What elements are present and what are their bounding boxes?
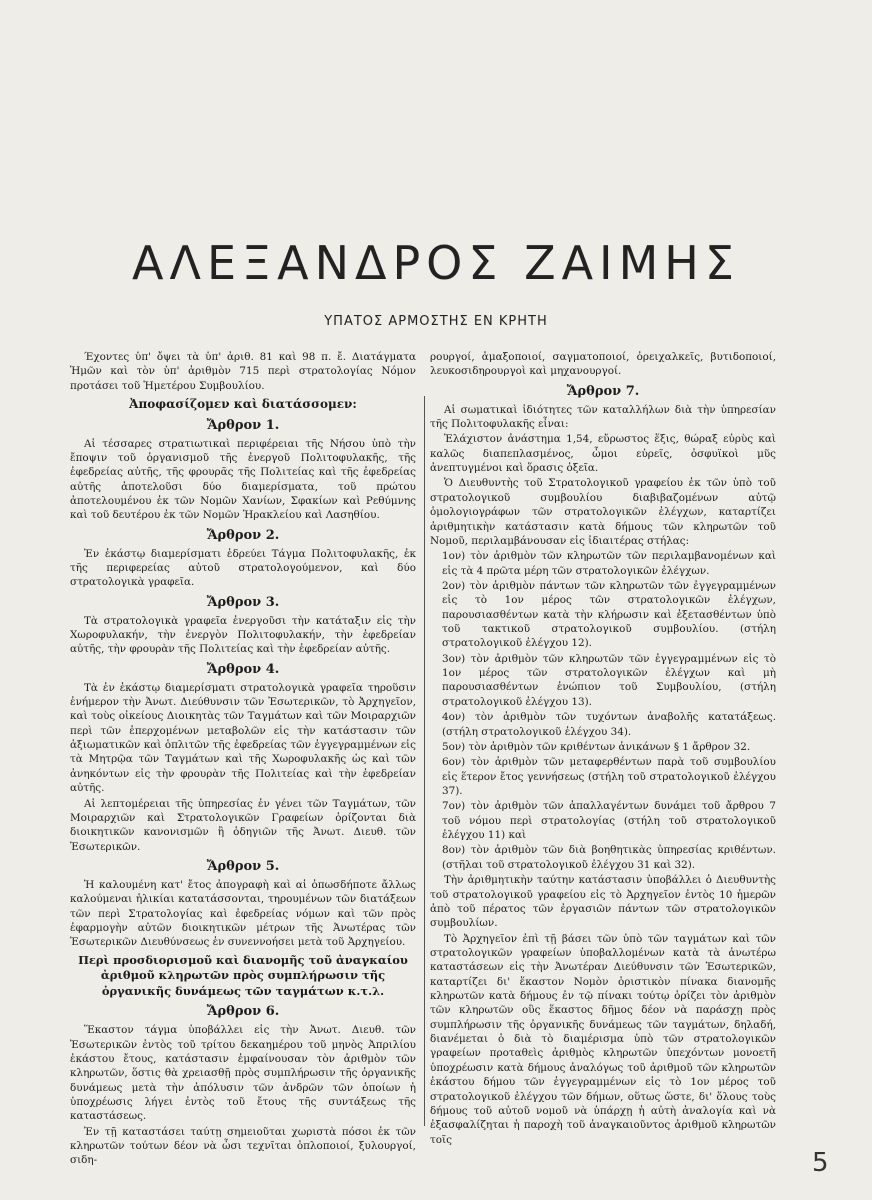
article-7-title: Ἄρθρον 7. (566, 383, 640, 399)
right-column (430, 350, 776, 1146)
decree-title: ΑΛΕΞΑΝΔΡΟΣ ΖΑΙΜΗΣ (132, 236, 740, 290)
decree-subtitle: ΥΠΑΤΟΣ ΑΡΜΟΣΤΗΣ ΕΝ ΚΡΗΤΗ (324, 314, 548, 329)
article-6-title: Ἄρθρον 6. (206, 1004, 280, 1020)
article-4-text-1: Τὰ ἐν ἑκάστῳ διαμερίσματι στρατολογικὰ γραφεῖα τηροῦσιν ἐνήμερον τὴν Ἀνωτ. Διεύθυνσιν τῶν Ἐσωτερικῶν, τὸ Ἀρχηγεῖον, καὶ τοὺς οἰκείους Διοικητὰς τῶν Ταγμάτων καὶ τῶν Μοιραρχιῶν περὶ τῶν ἐπερχομένων μεταβολῶν εἰς τὴν κατάστασιν τῶν ἀξιωματικῶν καὶ ὁπλιτῶν τῆς ἐφεδρείας τῶν ἐγγεγραμμένων εἰς τὰ Μητρῷα τῶν Ταγμάτων καὶ τῆς Χωροφυλακῆς ὡς καὶ τῶν ἀνηκόντων εἰς τὴν φρουρὰν τῆς Πολιτείας καὶ τὴν ἐφεδρείαν αὐτῆς. (70, 681, 416, 795)
article-1-text: Αἱ τέσσαρες στρατιωτικαὶ περιφέρειαι τῆς Νήσου ὑπὸ τὴν ἔποψιν τοῦ ὀργανισμοῦ τῆς ἐνεργοῦ Πολιτοφυλακῆς, τῆς ἐφεδρείας αὐτῆς, τῆς φρουρᾶς τῆς Πολιτείας καὶ τῆς ἐφεδρείας αὐτῆς ἀποτελοῦσι δύο διαμερίσματα, τοῦ πρώτου ἀποτελουμένου ἐκ τῶν Νομῶν Χανίων, Σφακίων καὶ Ρεθύμνης καὶ τοῦ δευτέρου ἐκ τῶν Νομῶν Ἡρακλείου καὶ Λασηθίου. (70, 437, 416, 522)
decision-heading: Ἀποφασίζομεν καὶ διατάσσομεν: (129, 397, 357, 412)
article-7-item-6: 6ον) τὸν ἀριθμὸν τῶν μεταφερθέντων παρὰ τοῦ συμβουλίου εἰς ἕτερον ἔτος γεννήσεως (στήλη τοῦ στρατολογικοῦ ἐλέγχου 37). (442, 756, 776, 797)
article-2-text: Ἐν ἑκάστῳ διαμερίσματι ἑδρεύει Τάγμα Πολιτοφυλακῆς, ἐκ τῆς περιφερείας αὐτοῦ στρατολογούμενον, καὶ δύο στρατολογικὰ γραφεῖα. (70, 547, 416, 589)
article-1-title: Ἄρθρον 1. (206, 417, 280, 433)
article-7-item-5: 5ον) τὸν ἀριθμὸν τῶν κριθέντων ἀνικάνων § 1 ἄρθρον 32. (442, 740, 751, 753)
article-7-item-8: 8ον) τὸν ἀριθμὸν τῶν διὰ βοηθητικὰς ὑπηρεσίας κριθέντων. (στῆλαι τοῦ στρατολογικοῦ ἐλέγχου 31 καὶ 32). (442, 844, 776, 871)
column-divider (424, 396, 425, 1126)
article-3-title: Ἄρθρον 3. (206, 594, 280, 610)
article-5-text: Ἡ καλουμένη κατ' ἔτος ἀπογραφὴ καὶ αἱ ὁπωσδήποτε ἄλλως καλούμεναι ἡλικίαι κατατάσσονται, τηρουμένων τῶν διατάξεων τῶν περὶ Στρατολογίας καὶ ἐφεδρείας νόμων καὶ τῶν πρὸς ἐφαρμογὴν αὐτῶν διοικητικῶν μέτρων τῆς Ἀνωτέρας τῶν Ἐσωτερικῶν Διευθύνσεως ἐν συνεννοήσει μετὰ τοῦ Ἀρχηγείου. (70, 878, 416, 949)
article-7-item-1: 1ον) τὸν ἀριθμὸν τῶν κληρωτῶν τῶν περιλαμβανομένων καὶ εἰς τὰ 4 πρῶτα μέρη τῶν στρατολογικῶν ἐλέγχων. (442, 550, 776, 577)
section-heading: Περὶ προσδιορισμοῦ καὶ διανομῆς τοῦ ἀναγκαίου ἀριθμοῦ κληρωτῶν πρὸς συμπλήρωσιν τῆς ὀργανικῆς δυνάμεως τῶν ταγμάτων κ.τ.λ. (78, 952, 408, 998)
article-7-paragraph-2: Ἐλάχιστον ἀνάστημα 1,54, εὔρωστος ἕξις, θώραξ εὐρὺς καὶ καλῶς διαπεπλασμένος, ὦμοι εὐρεῖς, ὀσφυϊκοὶ μῦς ἀνεπτυγμένοι καὶ ὅρασις ὀξεῖα. (430, 433, 776, 475)
article-7-paragraph-5: Τὸ Ἀρχηγεῖον ἐπὶ τῇ βάσει τῶν ὑπὸ τῶν ταγμάτων καὶ τῶν στρατολογικῶν γραφείων ὑποβαλλομένων κατὰ τὰ ἀνωτέρω καταστάσεων εἰς τὴν Ἀνωτέραν Διεύθυνσιν τῶν Ἐσωτερικῶν, καταρτίζει δι' ἕκαστον Νομὸν ὁριστικὸν πίνακα διανομῆς κληρωτῶν κατὰ δήμους ἐν τῷ πίνακι τούτῳ ὁρίζει τὸν ἀριθμὸν τῶν κληρωτῶν οὓς ἕκαστος δῆμος δέον νὰ παράσχῃ πρὸς συμπλήρωσιν τῆς ὀργανικῆς δυνάμεως τῶν ταγμάτων, δηλαδή, διανέμεται ὁ διὰ τὸ διαμέρισμα ὑπὸ τῶν στρατολογικῶν γραφείων προταθεὶς ἀριθμὸς κληρωτῶν ὑπεχόντων μονοετῆ ὑποχρέωσιν κατὰ δήμους ἀναλόγως τοῦ ἀριθμοῦ τῶν κληρωτῶν ἑκάστου δήμου τῶν ἐγγεγραμμένων εἰς τὸ 1ον μέρος τοῦ στρατολογικοῦ ἐλέγχου τῶν δήμων, οὕτως ὥστε, δι' ὅλους τοὺς δήμους τοῦ αὐτοῦ νομοῦ νὰ ὑπάρχῃ ἡ αὐτὴ ἀναλογία καὶ νὰ ἐξασφαλίζηται ἡ παροχὴ τοῦ ἀναγκαιοῦντος ἀριθμοῦ κληρωτῶν τοῖς (430, 932, 776, 1146)
article-7-item-4: 4ον) τὸν ἀριθμὸν τῶν τυχόντων ἀναβολῆς κατατάξεως. (στήλη στρατολογικοῦ ἐλέγχου 34). (442, 711, 776, 738)
article-6-text-2: Ἐν τῇ καταστάσει ταύτῃ σημειοῦται χωριστὰ πόσοι ἐκ τῶν κληρωτῶν τούτων δέον νὰ ὦσι τεχνῖται ὁπλοποιοί, ξυλουργοί, σιδη- (70, 1125, 416, 1167)
article-4-text-2: Αἱ λεπτομέρειαι τῆς ὑπηρεσίας ἐν γένει τῶν Ταγμάτων, τῶν Μοιραρχιῶν καὶ Στρατολογικῶν Γραφείων ὁρίζονται διὰ διοικητικῶν κανονισμῶν ἢ ὁδηγιῶν τῆς Ἀνωτ. Διευθ. τῶν Ἐσωτερικῶν. (70, 797, 416, 853)
article-7-item-2: 2ον) τὸν ἀριθμὸν πάντων τῶν κληρωτῶν τῶν ἐγγεγραμμένων εἰς τὸ 1ον μέρος τῶν στρατολογικῶν ἐλέγχων, παρουσιασθέντων κατὰ τὴν κλήρωσιν καὶ ἐξετασθέντων ὑπὸ τοῦ τακτικοῦ στρατολογικοῦ συμβουλίου. (στήλη στρατολογικοῦ ἐλέγχου 12). (442, 579, 776, 650)
article-7-paragraph-4: Τὴν ἀριθμητικὴν ταύτην κατάστασιν ὑποβάλλει ὁ Διευθυντὴς τοῦ στρατολογικοῦ γραφείου εἰς τὸ Ἀρχηγεῖον ἐντὸς 10 ἡμερῶν ἀπὸ τοῦ πέρατος τῶν ἐργασιῶν πάντων τῶν στρατολογικῶν συμβουλίων. (430, 874, 776, 930)
article-7-item-3: 3ον) τὸν ἀριθμὸν τῶν κληρωτῶν τῶν ἐγγεγραμμένων εἰς τὸ 1ον μέρος τῶν στρατολογικῶν ἐλέγχων καὶ μὴ παρουσιασθέντων ἐνώπιον τοῦ Συμβουλίου, (στήλη στρατολογικοῦ ἐλέγχου 13). (442, 652, 776, 708)
article-4-title: Ἄρθρον 4. (206, 661, 280, 677)
article-3-text: Τὰ στρατολογικὰ γραφεῖα ἐνεργοῦσι τὴν κατάταξιν εἰς τὴν Χωροφυλακήν, τὴν ἐνεργὸν Πολιτοφυλακήν, τὴν ἐφεδρείαν αὐτῆς, τὴν φρουρὰν τῆς Πολιτείας καὶ τὴν ἐφεδρείαν αὐτῆς. (70, 614, 416, 656)
article-7-paragraph-1: Αἱ σωματικαὶ ἰδιότητες τῶν καταλλήλων διὰ τὴν ὑπηρεσίαν τῆς Πολιτοφυλακῆς εἶναι: (430, 403, 776, 431)
intro-paragraph: Έχοντες ὑπ' ὄψει τὰ ὑπ' ἀριθ. 81 καὶ 98 π. ἔ. Διατάγματα Ἡμῶν καὶ τὸν ὑπ' ἀριθμὸν 715 περὶ στρατολογίας Νόμον προτάσει τοῦ Ἡμετέρου Συμβουλίου. (70, 351, 416, 392)
page-number: 5 (812, 1148, 829, 1178)
article-6-text-1: Ἕκαστον τάγμα ὑποβάλλει εἰς τὴν Ἀνωτ. Διευθ. τῶν Ἐσωτερικῶν ἐντὸς τοῦ τρίτου δεκαημέρου τοῦ μηνὸς Ἀπριλίου ἑκάστου ἔτους, κατάστασιν ἐμφαίνουσαν τὸν ἀριθμὸν τῶν κληρωτῶν, ὅστις θὰ χρειασθῇ πρὸς συμπλήρωσιν τῆς ὀργανικῆς δυνάμεως μετὰ τὴν ἀπόλυσιν τῶν ἀνδρῶν τῶν ὁποίων ἡ ὑποχρέωσις λήγει ἐντὸς τοῦ ἔτους τῆς συντάξεως τῆς καταστάσεως. (70, 1024, 416, 1123)
article-5-title: Ἄρθρον 5. (206, 859, 280, 874)
article-7-paragraph-3: Ὁ Διευθυντὴς τοῦ Στρατολογικοῦ γραφείου ἐκ τῶν ὑπὸ τοῦ στρατολογικοῦ συμβουλίου διαβιβαζομένων αὐτῷ ὁμολογιογράφων τῶν στρατολογικῶν ἐλέγχων, καταρτίζει ἀριθμητικὴν κατάστασιν κατὰ δήμους τῶν κληρωτῶν τοῦ Νομοῦ, περιλαμβάνουσαν εἰς ἰδιαιτέρας στήλας: (430, 477, 776, 547)
article-6-continuation: ρουργοί, ἁμαξοποιοί, σαγματοποιοί, ὀρειχαλκεῖς, βυτιδοποιοί, λευκοσιδηρουργοὶ καὶ μηχανουργοί. (430, 351, 776, 378)
left-column (70, 350, 416, 1167)
article-7-item-7: 7ον) τὸν ἀριθμὸν τῶν ἀπαλλαγέντων δυνάμει τοῦ ἄρθρου 7 τοῦ νόμου περὶ στρατολογίας (στήλη τοῦ στρατολογικοῦ ἐλέγχου 11) καὶ (442, 800, 776, 842)
article-2-title: Ἄρθρον 2. (206, 527, 280, 543)
